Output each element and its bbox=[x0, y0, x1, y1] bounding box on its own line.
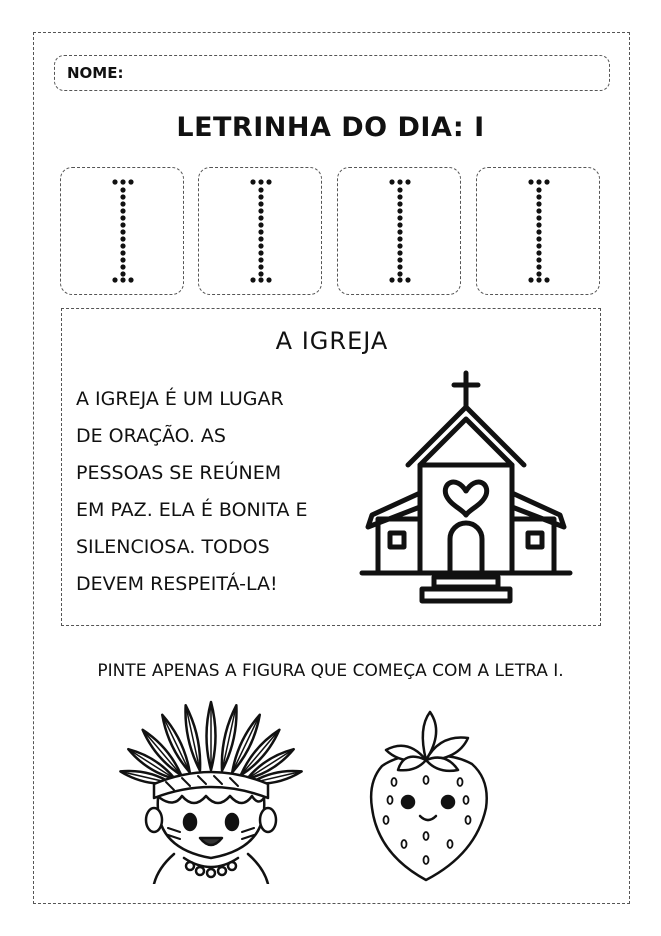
trace-dot bbox=[536, 229, 541, 234]
trace-dot bbox=[405, 277, 410, 282]
letter-trace-box-2[interactable] bbox=[198, 167, 322, 295]
trace-dot bbox=[120, 236, 125, 241]
trace-dot bbox=[266, 179, 271, 184]
trace-dot bbox=[258, 250, 263, 255]
trace-dot bbox=[536, 208, 541, 213]
dotted-letter-i-icon bbox=[199, 168, 323, 296]
reading-text bbox=[76, 381, 308, 603]
trace-dot bbox=[112, 277, 117, 282]
dotted-letter-i-icon bbox=[477, 168, 601, 296]
activity-instruction: PINTE APENAS A FIGURA QUE COMEÇA COM A LETRA I. bbox=[97, 661, 564, 681]
trace-dot bbox=[397, 201, 402, 206]
name-label: NOME: bbox=[67, 64, 124, 82]
trace-dot bbox=[536, 179, 541, 184]
trace-dot bbox=[120, 222, 125, 227]
trace-dot bbox=[120, 208, 125, 213]
church-icon bbox=[358, 367, 574, 607]
indigenous-child-illustration[interactable] bbox=[118, 698, 304, 884]
trace-dot bbox=[536, 250, 541, 255]
trace-dot bbox=[120, 229, 125, 234]
trace-dot bbox=[120, 243, 125, 248]
trace-dot bbox=[120, 257, 125, 262]
trace-dot bbox=[258, 243, 263, 248]
trace-dot bbox=[397, 277, 402, 282]
trace-dot bbox=[258, 236, 263, 241]
reading-line: A IGREJA É UM LUGAR bbox=[76, 388, 284, 410]
trace-dot bbox=[528, 277, 533, 282]
letter-trace-box-3[interactable] bbox=[337, 167, 461, 295]
letter-trace-box-4[interactable] bbox=[476, 167, 600, 295]
trace-dot bbox=[120, 194, 125, 199]
reading-title: A IGREJA bbox=[275, 327, 389, 355]
trace-dot bbox=[120, 201, 125, 206]
trace-dot bbox=[258, 271, 263, 276]
trace-dot bbox=[397, 194, 402, 199]
trace-dot bbox=[397, 264, 402, 269]
trace-dot bbox=[397, 229, 402, 234]
trace-dot bbox=[258, 187, 263, 192]
trace-dot bbox=[405, 179, 410, 184]
trace-dot bbox=[536, 236, 541, 241]
strawberry-illustration[interactable] bbox=[364, 704, 494, 884]
trace-dot bbox=[397, 250, 402, 255]
trace-dot bbox=[258, 257, 263, 262]
trace-dot bbox=[120, 264, 125, 269]
trace-dot bbox=[397, 257, 402, 262]
trace-dot bbox=[389, 179, 394, 184]
trace-dot bbox=[397, 215, 402, 220]
trace-dot bbox=[250, 179, 255, 184]
trace-dot bbox=[258, 215, 263, 220]
trace-dot bbox=[258, 208, 263, 213]
trace-dot bbox=[397, 271, 402, 276]
trace-dot bbox=[112, 179, 117, 184]
trace-dot bbox=[258, 277, 263, 282]
trace-dot bbox=[536, 257, 541, 262]
trace-dot bbox=[250, 277, 255, 282]
trace-dot bbox=[120, 277, 125, 282]
reading-line: DE ORAÇÃO. AS bbox=[76, 425, 226, 447]
trace-dot bbox=[258, 201, 263, 206]
trace-dot bbox=[258, 222, 263, 227]
trace-dot bbox=[128, 277, 133, 282]
trace-dot bbox=[120, 187, 125, 192]
trace-dot bbox=[120, 271, 125, 276]
trace-dot bbox=[544, 179, 549, 184]
trace-dot bbox=[536, 194, 541, 199]
trace-dot bbox=[128, 179, 133, 184]
trace-dot bbox=[397, 208, 402, 213]
dotted-letter-i-icon bbox=[61, 168, 185, 296]
page-title: LETRINHA DO DIA: I bbox=[176, 112, 485, 143]
trace-dot bbox=[397, 187, 402, 192]
trace-dot bbox=[258, 229, 263, 234]
trace-dot bbox=[397, 236, 402, 241]
trace-dot bbox=[397, 179, 402, 184]
trace-dot bbox=[120, 215, 125, 220]
dotted-letter-i-icon bbox=[338, 168, 462, 296]
reading-line: EM PAZ. ELA É BONITA E bbox=[76, 499, 308, 521]
trace-dot bbox=[397, 222, 402, 227]
trace-dot bbox=[266, 277, 271, 282]
trace-dot bbox=[536, 187, 541, 192]
trace-dot bbox=[528, 179, 533, 184]
trace-dot bbox=[397, 243, 402, 248]
trace-dot bbox=[120, 179, 125, 184]
trace-dot bbox=[389, 277, 394, 282]
trace-dot bbox=[258, 194, 263, 199]
trace-dot bbox=[536, 271, 541, 276]
reading-line: SILENCIOSA. TODOS bbox=[76, 536, 270, 558]
trace-dot bbox=[536, 215, 541, 220]
trace-dot bbox=[544, 277, 549, 282]
trace-dot bbox=[120, 250, 125, 255]
trace-dot bbox=[536, 264, 541, 269]
trace-dot bbox=[536, 277, 541, 282]
reading-line: PESSOAS SE REÚNEM bbox=[76, 462, 282, 484]
trace-dot bbox=[258, 179, 263, 184]
trace-dot bbox=[258, 264, 263, 269]
trace-dot bbox=[536, 243, 541, 248]
trace-dot bbox=[536, 201, 541, 206]
reading-panel bbox=[61, 308, 601, 626]
reading-line: DEVEM RESPEITÁ-LA! bbox=[76, 573, 278, 595]
name-field[interactable] bbox=[54, 55, 610, 91]
letter-trace-box-1[interactable] bbox=[60, 167, 184, 295]
trace-dot bbox=[536, 222, 541, 227]
